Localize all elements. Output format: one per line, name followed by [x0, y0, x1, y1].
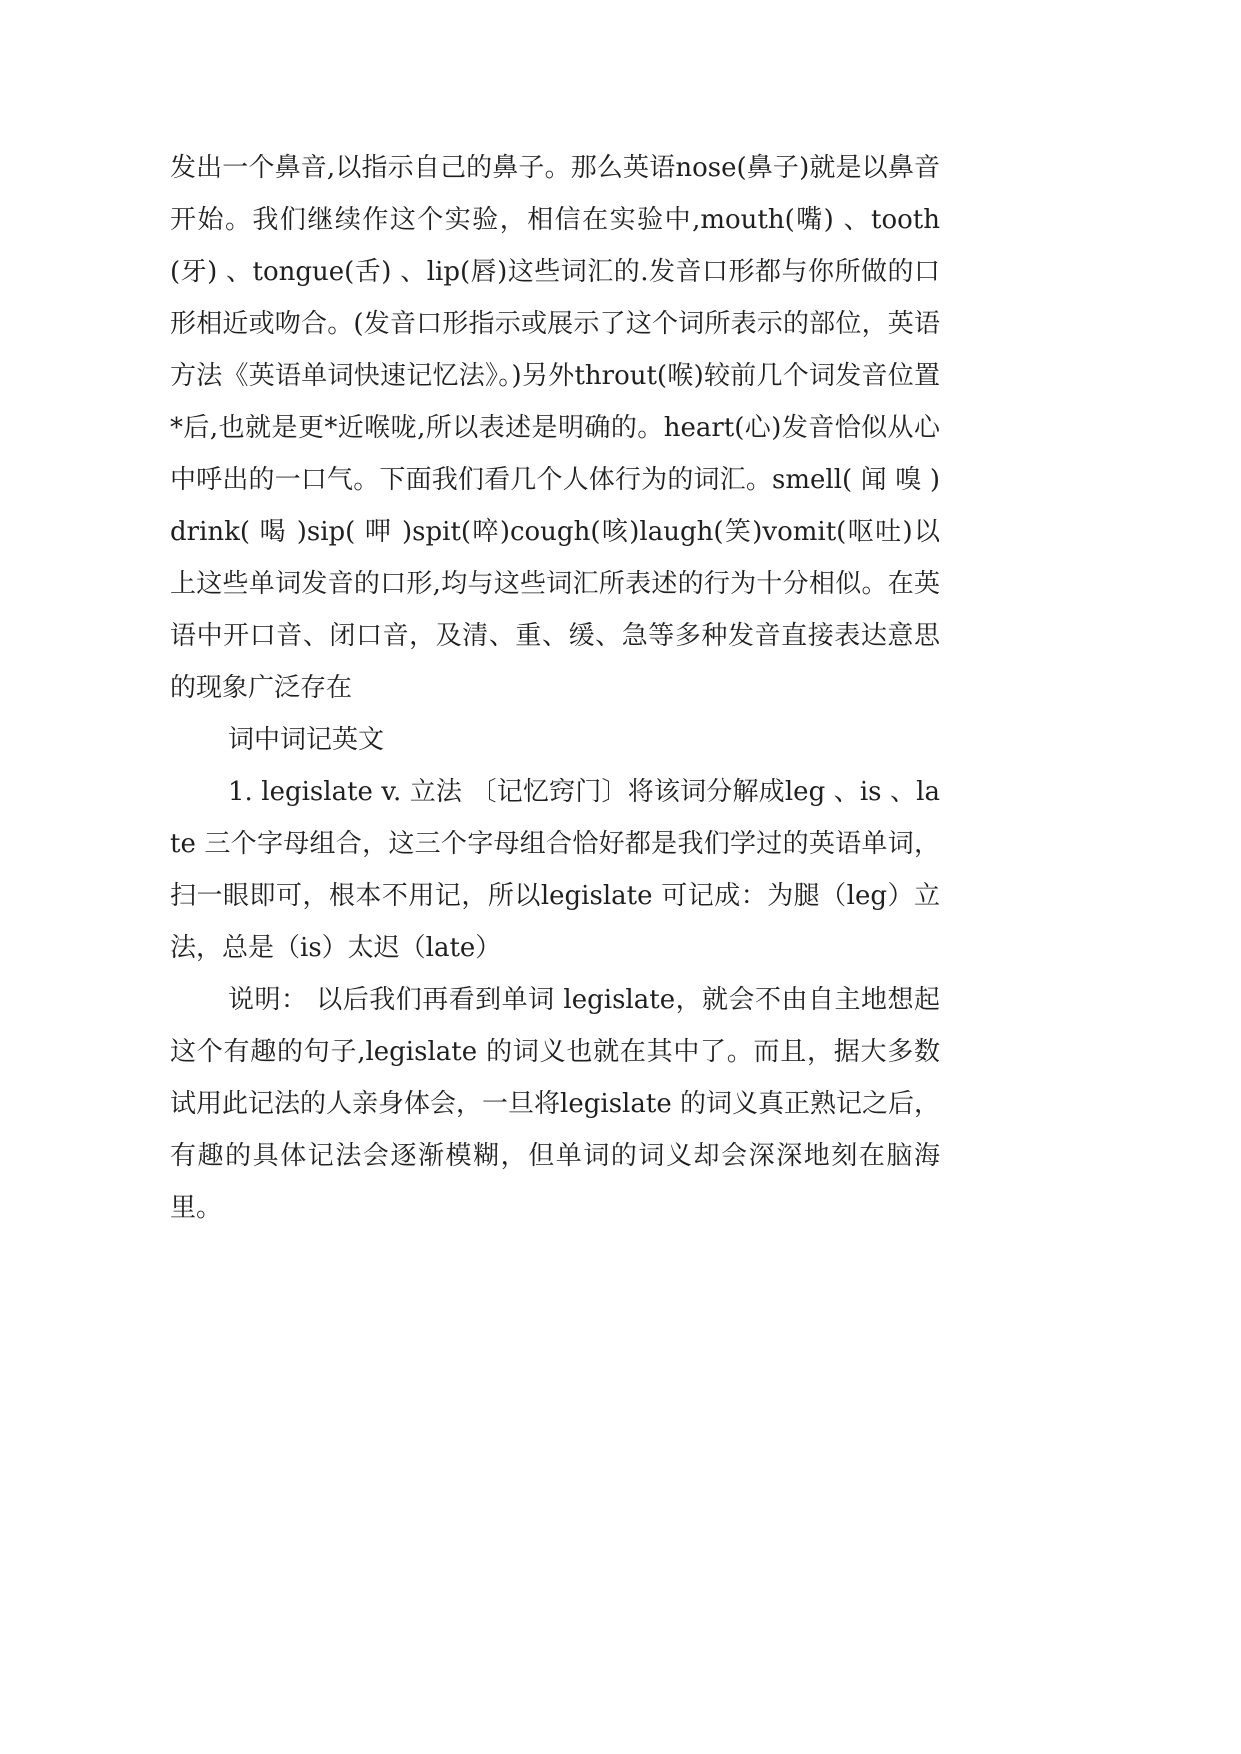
paragraph-phonetics: 发出一个鼻音,以指示自己的鼻子。那么英语nose(鼻子)就是以鼻音开始。我们继续作这个实验，相信在实验中,mouth(嘴) 、tooth(牙) 、tongue(舌) 、lip(唇)这些词汇的.发音口形都与你所做的口形相近或吻合。(发音口形指示或展示了这个词所表示的部位，英语方法《英语单词快速记忆法》。)另外throut(喉)较前几个词发音位置*后,也就是更*近喉咙,所以表述是明确的。heart(心)发音恰似从心中呼出的一口气。下面我们看几个人体行为的词汇。smell( 闻 嗅 )drink( 喝 )sip( 呷 )spit(啐)cough(咳)laugh(笑)vomit(呕吐)以上这些单词发音的口形,均与这些词汇所表述的行为十分相似。在英语中开口音、闭口音，及清、重、缓、急等多种发音直接表达意思的现象广泛存在 [170, 153, 940, 703]
paragraph-explanation: 说明： 以后我们再看到单词 legislate，就会不由自主地想起这个有趣的句子,legislate 的词义也就在其中了。而且，据大多数试用此记法的人亲身体会，一旦将legislate 的词义真正熟记之后，有趣的具体记法会逐渐模糊，但单词的词义却会深深地刻在脑海里。 [170, 985, 940, 1223]
document-body [170, 142, 940, 1234]
paragraph-legislate: 1. legislate v. 立法 〔记忆窍门〕将该词分解成leg 、is 、late 三个字母组合，这三个字母组合恰好都是我们学过的英语单词，扫一眼即可，根本不用记，所以legislate 可记成：为腿（leg）立法，总是（is）太迟（late） [170, 777, 940, 963]
section-heading: 词中词记英文 [228, 725, 385, 755]
